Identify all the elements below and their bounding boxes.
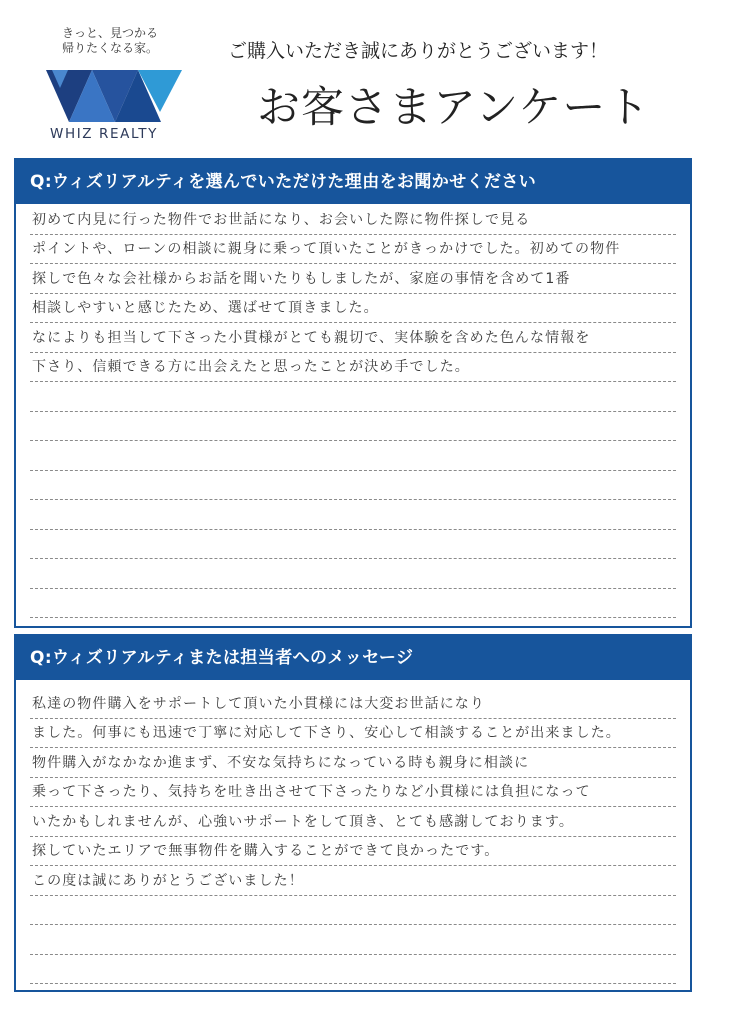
ruled-line (30, 558, 676, 559)
ruled-line (30, 293, 676, 294)
ruled-line (30, 617, 676, 618)
ruled-line (30, 983, 676, 984)
thanks-message: ご購入いただき誠にありがとうございます！ (228, 40, 609, 62)
ruled-line (30, 529, 676, 530)
ruled-line (30, 263, 676, 264)
page-title: お客さまアンケート (257, 83, 651, 133)
answer-line: 相談しやすいと感じたため、選ばせて頂きました。 (32, 300, 379, 316)
answer-line: なによりも担当して下さった小貫様がとても親切で、実体験を含めた色んな情報を (32, 329, 591, 346)
question-2-heading: Q:ウィズリアルティまたは担当者へのメッセージ (16, 636, 690, 680)
logo-tagline (62, 26, 158, 56)
logo-mark-icon (44, 68, 184, 124)
ruled-line (30, 836, 676, 837)
answer-line: ました。何事にも迅速で丁寧に対応して下さり、安心して相談することが出来ました。 (32, 725, 621, 741)
ruled-line (30, 718, 676, 719)
ruled-line (30, 747, 676, 748)
logo-tagline-line-1: きっと、見つかる (62, 26, 159, 40)
ruled-line (30, 954, 676, 955)
answer-line: 乗って下さったり、気持ちを吐き出させて下さったりなど小貫様には負担になって (32, 784, 591, 800)
ruled-line (30, 470, 676, 471)
answer-line: いたかもしれませんが、心強いサポートをして頂き、とても感謝しております。 (32, 813, 574, 830)
answer-line: 探しで色々な会社様からお話を聞いたりもしましたが、家庭の事情を含めて1番 (32, 270, 571, 287)
ruled-line (30, 499, 676, 500)
ruled-line (30, 440, 676, 441)
ruled-line (30, 381, 676, 382)
ruled-line (30, 411, 676, 412)
ruled-line (30, 352, 676, 353)
answer-line: 初めて内見に行った物件でお世話になり、お会いした際に物件探しで見る (32, 211, 531, 228)
ruled-line (30, 865, 676, 866)
answer-line: 私達の物件購入をサポートして頂いた小貫様には大変お世話になり (32, 695, 485, 712)
question-2-section (14, 634, 692, 992)
ruled-line (30, 924, 676, 925)
ruled-line (30, 588, 676, 589)
ruled-line (30, 322, 676, 323)
answer-line: この度は誠にありがとうございました！ (32, 872, 304, 889)
logo-tagline-line-2: 帰りたくなる家。 (62, 41, 159, 55)
ruled-line (30, 777, 676, 778)
question-1-section (14, 158, 692, 628)
answer-line: 下さり、信頼できる方に出会えたと思ったことが決め手でした。 (32, 359, 470, 375)
question-1-heading: Q:ウィズリアルティを選んでいただけた理由をお聞かせください (16, 160, 690, 204)
answer-line: ポイントや、ローンの相談に親身に乗って頂いたことがきっかけでした。初めての物件 (32, 241, 621, 257)
ruled-line (30, 234, 676, 235)
answer-line: 物件購入がなかなか進まず、不安な気持ちになっている時も親身に相談に (32, 754, 530, 771)
ruled-line (30, 806, 676, 807)
logo-name: WHIZ REALTY (50, 126, 158, 142)
ruled-line (30, 895, 676, 896)
answer-line: 探していたエリアで無事物件を購入することができて良かったです。 (32, 843, 500, 859)
